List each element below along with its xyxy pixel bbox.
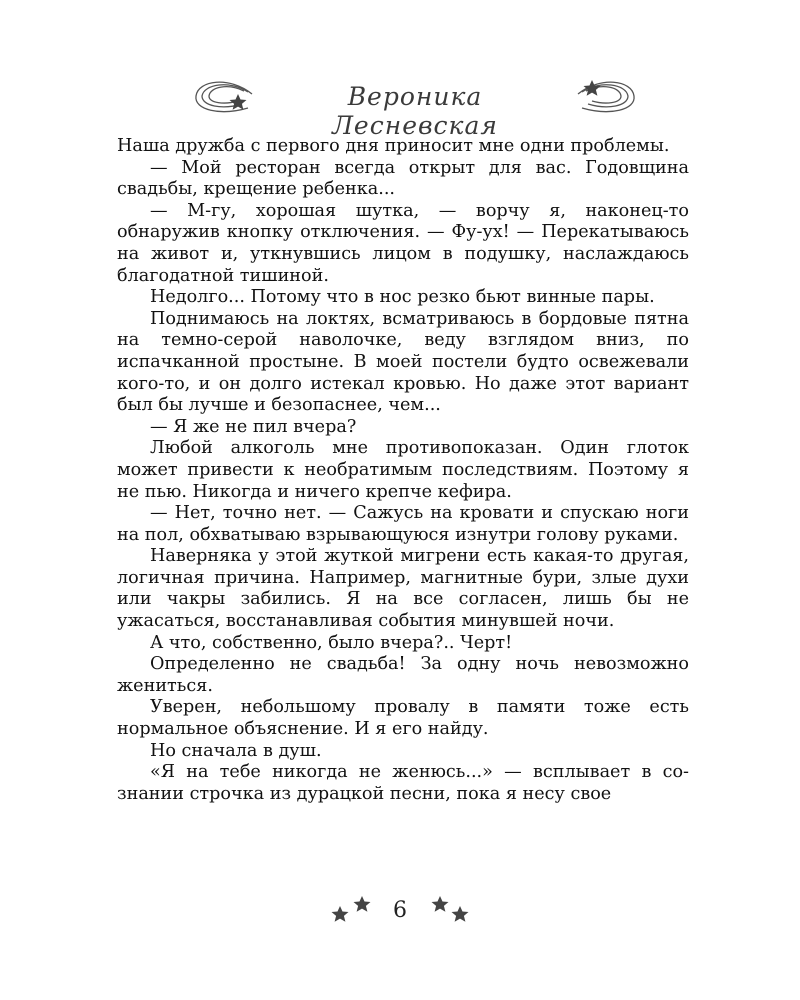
- page-footer: [320, 894, 480, 934]
- paragraph: «Я на тебе никогда не женюсь...» — всплывает в сознании строчка из дурацкой песни, пока я несу свое: [117, 762, 689, 804]
- right-star-icon: [584, 80, 601, 96]
- right-stars-icon: [428, 894, 474, 928]
- paragraph: Недолго... Потому что в нос резко бьют винные пары.: [150, 287, 655, 308]
- paragraph: Но сначала в душ.: [150, 740, 322, 761]
- paragraph: — М-гу, хорошая шутка, — ворчу я, наконец-то обнаружив кнопку отключения. — Фу-ух! — Перекатываюсь на живот и, уткнувшись лицом в подушку, наслаждаюсь благодатной тишиной.: [117, 200, 689, 286]
- paragraph: Определенно не свадьба! За одну ночь невозможно жениться.: [117, 654, 689, 696]
- left-swirl-icon: [196, 82, 252, 111]
- paragraph: — Мой ресторан всегда открыт для вас. Годовщина свадьбы, крещение ребенка...: [117, 157, 689, 200]
- paragraph: Любой алкоголь мне противопоказан. Один глоток может привести к необратимым последствиям. Поэтому я не пью. Никогда и ничего крепче кефира.: [117, 438, 689, 502]
- paragraph: Поднимаюсь на локтях, всматриваюсь в бордовые пятна на темно-серой наволочке, веду взглядом вниз, по испачканной простыне. В моей постели будто освежевали кого-то, и он долго истекал кровью. Но даже этот вариант был бы лучше и безопаснее, чем...: [117, 308, 689, 416]
- page-body: [117, 136, 689, 805]
- paragraph: — Я же не пил вчера?: [150, 416, 357, 437]
- paragraph: А что, собственно, было вчера?.. Черт!: [150, 632, 513, 653]
- left-star-icon: [230, 94, 247, 110]
- paragraph: Уверен, небольшому провалу в памяти тоже есть нормальное объяснение. И я его найду.: [117, 697, 689, 740]
- paragraph: Наверняка у этой жуткой мигрени есть какая-то другая, логичная причина. Например, магнитные бури, злые духи или чакры забились. Я на все согласен, лишь бы не ужасаться, восстанавливая события минувшей ночи.: [117, 546, 689, 632]
- paragraph: Наша дружба с первого дня приносит мне одни проблемы.: [117, 136, 670, 156]
- running-header: [190, 72, 640, 140]
- page-number: 6: [393, 898, 407, 923]
- author-name: Вероника Лесневская: [332, 82, 498, 140]
- paragraph: — Нет, точно нет. — Сажусь на кровати и спускаю ноги на пол, обхватываю взрывающуюся изнутри голову руками.: [117, 503, 689, 545]
